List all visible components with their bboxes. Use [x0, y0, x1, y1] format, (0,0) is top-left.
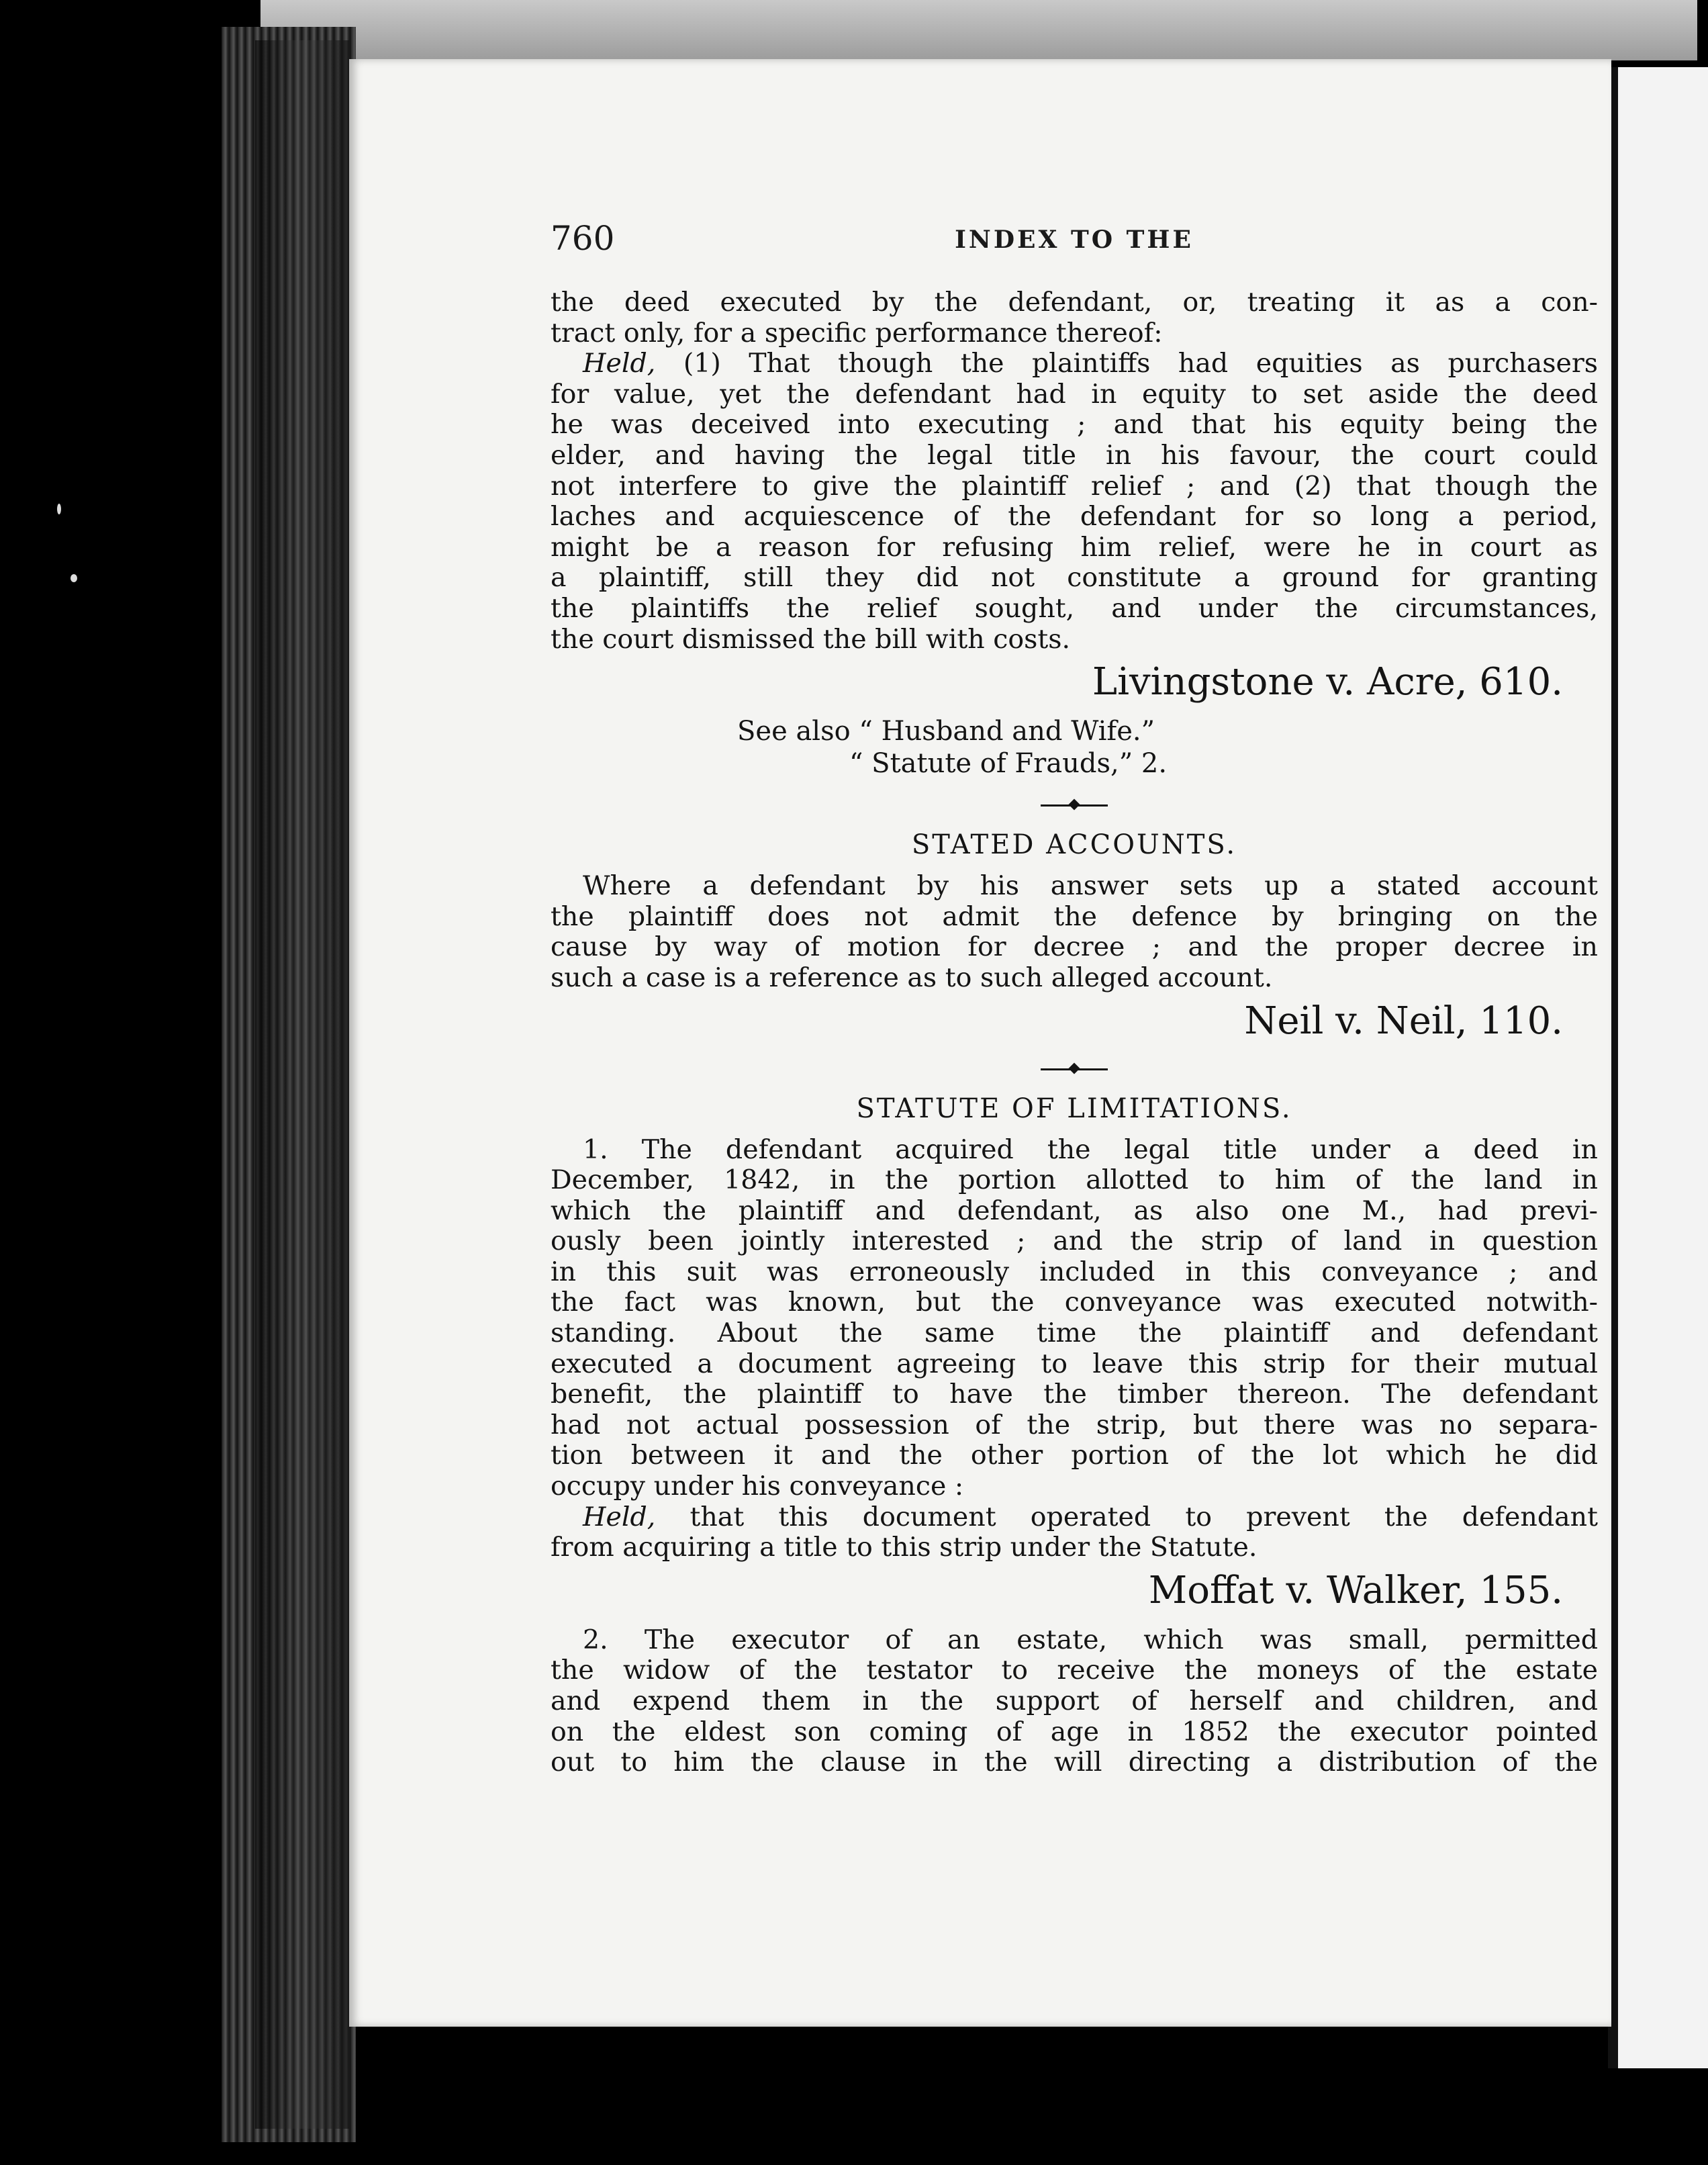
text-line: tion between it and the other portion of the lot which he did — [551, 1440, 1598, 1471]
divider-diamond — [1069, 799, 1080, 811]
text-line: 1. The defendant acquired the legal title under a deed in — [583, 1134, 1598, 1165]
text-line: the plaintiffs the relief sought, and under the circumstances, — [551, 592, 1598, 624]
text-line: the fact was known, but the conveyance was executed notwith- — [551, 1287, 1598, 1318]
text-line — [551, 349, 1598, 379]
section-heading: STATED ACCOUNTS. — [911, 829, 1237, 861]
held-label: Held, — [583, 1501, 656, 1532]
text-line: laches and acquiescence of the defendant for so long a period, — [551, 501, 1598, 533]
scan-top-strip — [260, 0, 1697, 60]
see-also — [551, 715, 1598, 780]
text-line: not interfere to give the plaintiff relief ; and (2) that though the — [551, 470, 1598, 502]
scan-speck — [70, 574, 77, 582]
text-line: from acquiring a title to this strip under the Statute. — [551, 1532, 1258, 1563]
text-line: in this suit was erroneously included in this conveyance ; and — [551, 1256, 1598, 1287]
text-line: the widow of the testator to receive the moneys of the estate — [551, 1655, 1598, 1686]
divider-diamond — [1069, 1062, 1080, 1074]
paragraph-stated-accounts — [551, 871, 1598, 993]
text-line: the plaintiff does not admit the defence by bringing on the — [551, 901, 1598, 932]
text-line: the court dismissed the bill with costs. — [551, 623, 1071, 655]
book-edge-shadow — [255, 40, 349, 2129]
text-line: on the eldest son coming of age in 1852 the executor pointed — [551, 1716, 1598, 1747]
text-line: he was deceived into executing ; and that his equity being the — [551, 409, 1598, 441]
section-divider — [1041, 1058, 1108, 1080]
text-fragment: that this document operated to prevent the defendant — [655, 1501, 1598, 1532]
facing-page-edge — [1618, 67, 1708, 2068]
paragraph-limitations-2 — [551, 1625, 1598, 1778]
text-line: standing. About the same time the plaintiff and defendant — [551, 1318, 1598, 1349]
page-body — [551, 287, 1598, 1778]
text-line: tract only, for a specific performance thereof: — [551, 317, 1163, 349]
text-line: and expend them in the support of herself and children, and — [551, 1686, 1598, 1716]
text-line: had not actual possession of the strip, but there was no separa- — [551, 1409, 1598, 1440]
text-line — [551, 1502, 1598, 1533]
scan-speck — [57, 504, 61, 514]
text-line: elder, and having the legal title in his favour, the court could — [551, 439, 1598, 471]
running-title: INDEX TO THE — [955, 226, 1194, 254]
book-page — [349, 59, 1611, 2027]
text-line: benefit, the plaintiff to have the timber thereon. The defendant — [551, 1379, 1598, 1410]
page-number: 760 — [551, 219, 615, 258]
paragraph-limitations-1 — [551, 1135, 1598, 1502]
section-heading: STATUTE OF LIMITATIONS. — [856, 1093, 1292, 1124]
text-line: 2. The executor of an estate, which was small, permitted — [583, 1624, 1598, 1655]
text-line: executed a document agreeing to leave this strip for their mutual — [551, 1348, 1598, 1379]
text-line: Where a defendant by his answer sets up a stated account — [583, 870, 1598, 902]
running-head — [551, 219, 1598, 273]
paragraph-held — [551, 1502, 1598, 1563]
text-line: cause by way of motion for decree ; and the proper decree in — [551, 931, 1598, 963]
text-line: December, 1842, in the portion allotted to him of the land in — [551, 1164, 1598, 1196]
paragraph-continued — [551, 287, 1598, 349]
see-also-line: “ Statute of Frauds,” 2. — [849, 748, 1168, 780]
text-line: which the plaintiff and defendant, as also one M., had previ- — [551, 1195, 1598, 1226]
text-line: occupy under his conveyance : — [551, 1471, 964, 1502]
case-citation: Neil v. Neil, 110. — [1244, 999, 1563, 1043]
text-line: such a case is a reference as to such alleged account. — [551, 962, 1273, 993]
case-citation: Moffat v. Walker, 155. — [1148, 1568, 1563, 1612]
see-also-line: See also “ Husband and Wife.” — [737, 716, 1155, 747]
text-line: a plaintiff, still they did not constitute a ground for granting — [551, 562, 1598, 594]
text-line: out to him the clause in the will directing a distribution of the — [551, 1747, 1598, 1778]
paragraph-held — [551, 349, 1598, 655]
held-label: Held, — [583, 348, 656, 379]
text-line: ously been jointly interested ; and the strip of land in question — [551, 1226, 1598, 1257]
text-line: might be a reason for refusing him relief, were he in court as — [551, 531, 1598, 563]
text-fragment: (1) That though the plaintiffs had equities as purchasers — [655, 348, 1598, 379]
text-line: for value, yet the defendant had in equity to set aside the deed — [551, 378, 1598, 410]
text-line: the deed executed by the defendant, or, treating it as a con- — [551, 287, 1598, 318]
case-citation: Livingstone v. Acre, 610. — [1092, 660, 1563, 704]
section-divider — [1041, 794, 1108, 816]
